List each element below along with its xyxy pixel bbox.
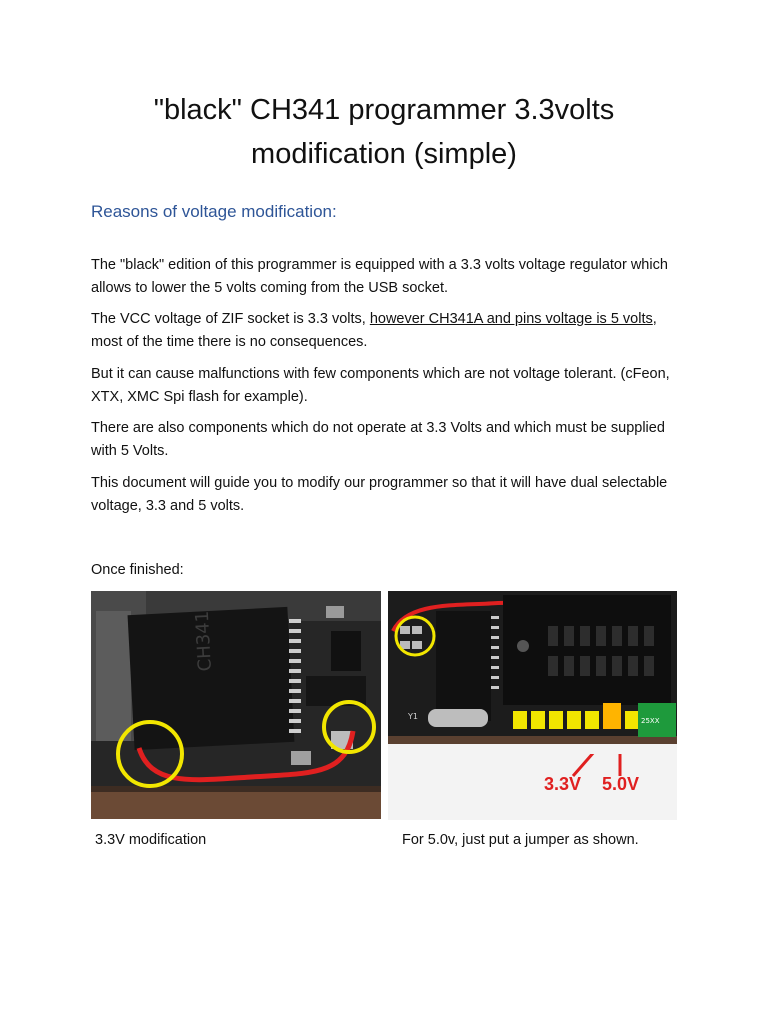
once-finished-label: Once finished: [91, 562, 184, 578]
para2-pre: The VCC voltage of ZIF socket is 3.3 volts, [91, 311, 370, 327]
title-line-1: "black" CH341 programmer 3.3volts [153, 94, 615, 126]
paragraph-5v-components: There are also components which do not operate at 3.3 Volts and which must be supplied with 5 Volts. [91, 420, 665, 459]
crystal-mark: Y1 [408, 712, 418, 721]
pcb-closeup-illustration [91, 591, 381, 819]
pcb-board-illustration [388, 591, 677, 754]
section-heading-text: Reasons of voltage modification [91, 202, 332, 221]
photo-5v-jumper [388, 591, 677, 754]
svg-text:CH341: CH341 [191, 610, 216, 672]
annotation-area [388, 754, 677, 820]
chip-mark: 25XX [641, 717, 660, 725]
paragraph-vcc-voltage [91, 308, 691, 353]
section-heading-colon: : [331, 202, 337, 221]
page-title [0, 88, 768, 176]
label-5v0: 5.0V [602, 774, 640, 794]
paragraph-malfunctions: But it can cause malfunctions with few components which are not voltage tolerant. (cFeon, XTX, XMC Spi flash for example). [91, 366, 670, 405]
para2-post: , most of the time there is no consequences. [91, 311, 657, 350]
section-heading [91, 202, 337, 222]
title-line-2: modification (simple) [251, 138, 517, 170]
label-3v3: 3.3V [544, 774, 582, 794]
para2-underlined: however CH341A and pins voltage is 5 volts [369, 311, 653, 327]
paragraph-regulator: The "black" edition of this programmer is equipped with a 3.3 volts voltage regulator which allows to lower the 5 volts coming from the USB socket. [91, 257, 668, 296]
paragraph-guide: This document will guide you to modify our programmer so that it will have dual selectable voltage, 3.3 and 5 volts. [91, 475, 668, 514]
caption-left: 3.3V modification [95, 832, 207, 848]
photo-3v3-modification [91, 591, 381, 819]
caption-right: For 5.0v, just put a jumper as shown. [402, 832, 639, 848]
